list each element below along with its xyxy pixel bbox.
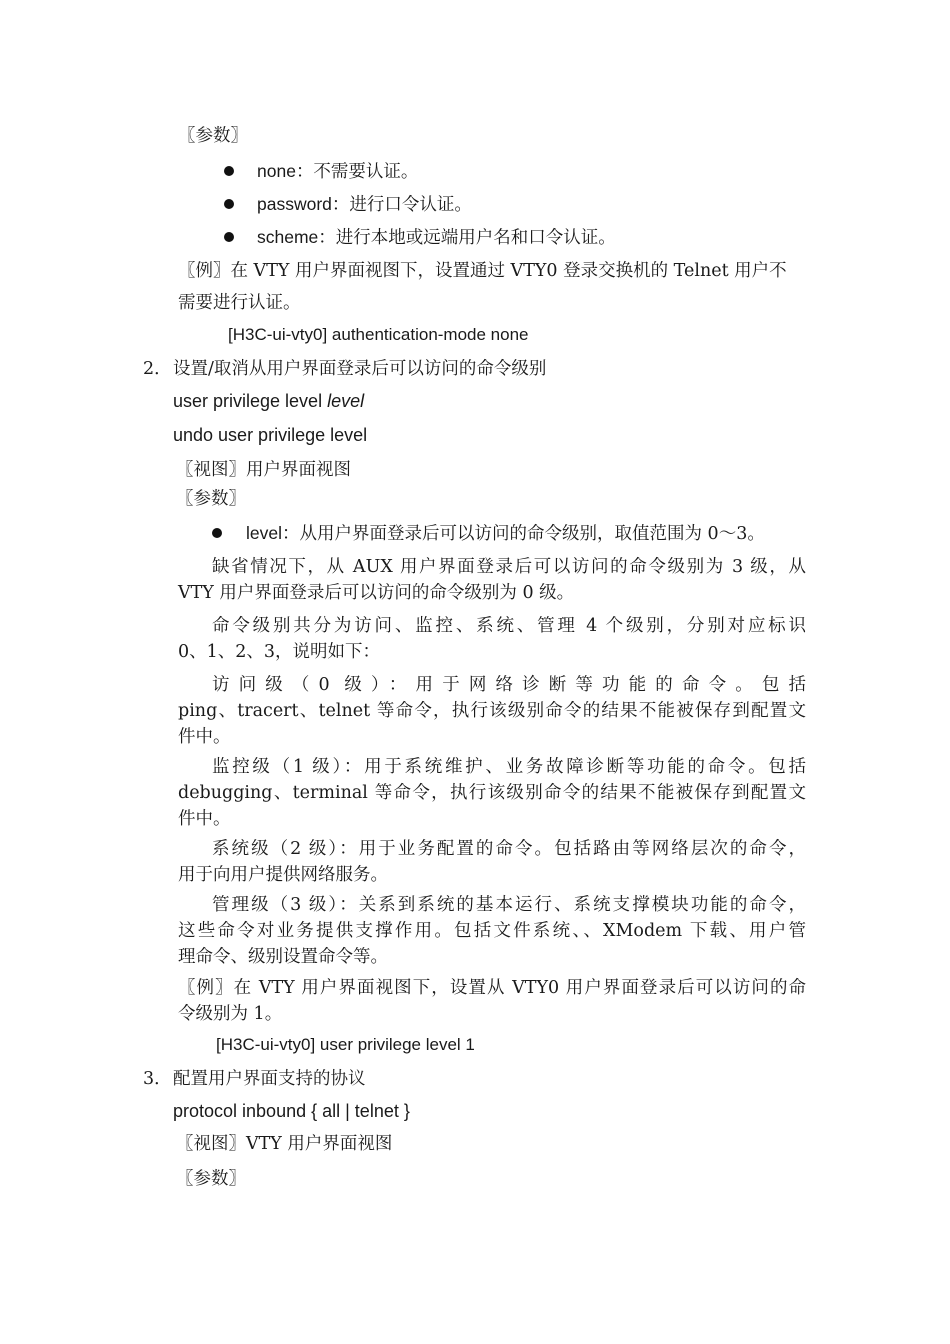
paragraph-line: 缺省情况下，从 AUX 用户界面登录后可以访问的命令级别为 3 级，从: [212, 557, 806, 577]
params-heading: 〖参数〗: [178, 126, 248, 146]
paragraph-line: 管理级（3 级）：关系到系统的基本运行、系统支撑模块功能的命令，: [212, 895, 806, 915]
view-line: 〖视图〗用户界面视图: [176, 460, 351, 480]
bullet-desc: ：进行口令认证。: [331, 195, 472, 215]
bullet-icon: [212, 528, 222, 538]
paragraph-line: ping、tracert、telnet 等命令，执行该级别命令的结果不能被保存到配置文: [178, 701, 806, 721]
section-title: 设置/取消从用户界面登录后可以访问的命令级别: [173, 359, 547, 379]
example-command: [H3C-ui-vty0] user privilege level 1: [216, 1035, 475, 1054]
example-command: [H3C-ui-vty0] authentication-mode none: [228, 325, 529, 344]
bullet-icon: [224, 166, 234, 176]
paragraph-line: 命令级别共分为访问、监控、系统、管理 4 个级别，分别对应标识: [212, 616, 806, 636]
bullet-item: [257, 158, 418, 185]
command-variable: level: [327, 391, 365, 411]
section-number: 3．: [143, 1069, 172, 1089]
example-line: 需要进行认证。: [178, 293, 301, 313]
command-syntax: protocol inbound { all | telnet }: [173, 1101, 410, 1121]
bullet-term: none: [257, 161, 296, 181]
example-line: 〖例〗在 VTY 用户界面视图下，设置从 VTY0 用户界面登录后可以访问的命: [178, 978, 806, 998]
bullet-item: [257, 191, 472, 218]
paragraph-line: 件中。: [178, 809, 231, 829]
command-syntax-undo: undo user privilege level: [173, 425, 368, 445]
bullet-term: password: [257, 194, 332, 214]
params-heading: 〖参数〗: [176, 489, 246, 509]
paragraph-line: 这些命令对业务提供支撑作用。包括文件系统、、XModem 下载、用户管: [178, 921, 806, 941]
paragraph-line: 访问级（0 级）：用于网络诊断等功能的命令。包括: [212, 675, 806, 695]
paragraph-line: 件中。: [178, 727, 231, 747]
bullet-desc: ：从用户界面登录后可以访问的命令级别，取值范围为 0～3。: [282, 524, 765, 544]
paragraph-line: 用于向用户提供网络服务。: [178, 865, 388, 885]
bullet-item: [257, 224, 616, 251]
bullet-desc: ：进行本地或远端用户名和口令认证。: [318, 228, 616, 248]
paragraph-line: 监控级（1 级）：用于系统维护、业务故障诊断等功能的命令。包括: [212, 757, 806, 777]
section-number: 2．: [143, 359, 172, 379]
paragraph-line: 0、1、2、3，说明如下：: [178, 642, 381, 662]
bullet-icon: [224, 199, 234, 209]
example-line: 令级别为 1。: [178, 1004, 283, 1024]
paragraph-line: debugging、terminal 等命令，执行该级别命令的结果不能被保存到配置文: [178, 783, 806, 803]
bullet-term: level: [246, 523, 282, 543]
paragraph-line: 理命令、级别设置命令等。: [178, 947, 388, 967]
example-line: 〖例〗在 VTY 用户界面视图下，设置通过 VTY0 登录交换机的 Telnet 用户不: [178, 261, 787, 281]
bullet-desc: ：不需要认证。: [295, 162, 419, 182]
params-heading: 〖参数〗: [176, 1169, 246, 1189]
section-title: 配置用户界面支持的协议: [173, 1069, 366, 1089]
command-syntax: [173, 388, 364, 414]
view-line: 〖视图〗VTY 用户界面视图: [176, 1134, 393, 1154]
bullet-term: scheme: [257, 227, 319, 247]
paragraph-line: VTY 用户界面登录后可以访问的命令级别为 0 级。: [178, 583, 575, 603]
paragraph-line: 系统级（2 级）：用于业务配置的命令。包括路由等网络层次的命令，: [212, 839, 806, 859]
bullet-icon: [224, 232, 234, 242]
bullet-item: [246, 520, 765, 547]
command-keyword: user privilege level: [173, 391, 328, 411]
